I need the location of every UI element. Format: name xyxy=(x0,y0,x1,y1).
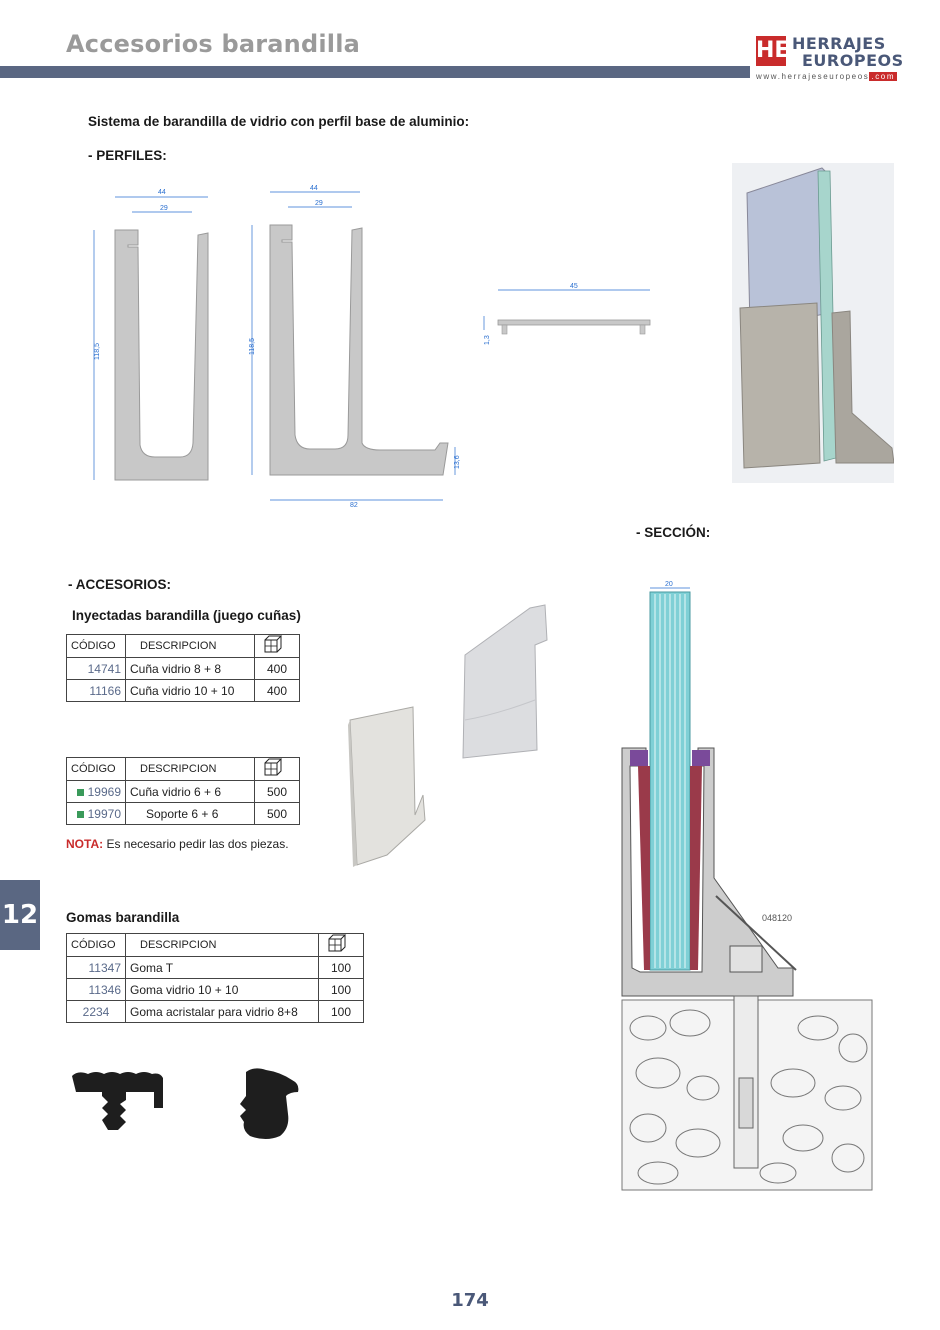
nota-text: Es necesario pedir las dos piezas. xyxy=(103,837,289,851)
product-code xyxy=(67,803,126,825)
product-desc: Goma vidrio 10 + 10 xyxy=(126,979,319,1001)
col-code-header: CÓDIGO xyxy=(67,758,126,781)
table-row xyxy=(67,803,300,825)
profile2-height: 118,5 xyxy=(249,338,256,355)
page-number: 174 xyxy=(451,1290,489,1311)
chapter-tab: 12 xyxy=(0,880,40,950)
profile-drawing-2 xyxy=(240,185,470,510)
seccion-heading: - SECCIÓN: xyxy=(636,525,711,540)
nota xyxy=(66,837,289,851)
package-icon xyxy=(259,758,285,777)
section-ref-code: 048120 xyxy=(762,913,793,923)
product-code-text: 19969 xyxy=(87,784,121,799)
product-qty: 400 xyxy=(255,680,300,702)
table-row xyxy=(67,781,300,803)
product-qty: 500 xyxy=(255,781,300,803)
product-qty: 400 xyxy=(255,658,300,680)
table-row xyxy=(67,680,300,702)
table3-title: Gomas barandilla xyxy=(66,910,180,925)
table-gomas xyxy=(66,933,364,1023)
profile3-width: 45 xyxy=(570,283,578,290)
product-desc: Soporte 6 + 6 xyxy=(126,803,255,825)
section-width: 20 xyxy=(665,581,673,588)
product-qty: 100 xyxy=(319,1001,364,1023)
brand-logo-letters: HE xyxy=(756,38,790,63)
table1-title: Inyectadas barandilla (juego cuñas) xyxy=(72,608,301,623)
profile2-base-height: 13,6 xyxy=(454,455,461,469)
profile2-width-inner: 29 xyxy=(315,200,323,207)
product-code: 11347 xyxy=(67,957,126,979)
profile-drawing-1 xyxy=(80,185,230,490)
table-cunas-8-10 xyxy=(66,634,300,702)
col-desc-header: DESCRIPCION xyxy=(126,635,255,658)
product-desc: Cuña vidrio 6 + 6 xyxy=(126,781,255,803)
profile3-height: 1,3 xyxy=(484,335,491,345)
table-row xyxy=(67,1001,364,1023)
col-qty-header xyxy=(319,934,364,957)
title-bar xyxy=(0,66,750,78)
nota-label: NOTA: xyxy=(66,837,104,851)
package-icon xyxy=(259,635,285,654)
website-text: www.herrajeseuropeos xyxy=(756,72,870,81)
brand-name-line1: HERRAJES xyxy=(792,34,886,53)
product-qty: 500 xyxy=(255,803,300,825)
product-code: 14741 xyxy=(67,658,126,680)
accesorios-heading: - ACCESORIOS: xyxy=(68,577,172,592)
goma-vidrio-photo xyxy=(232,1066,307,1142)
green-square-icon xyxy=(77,811,84,818)
product-code-text: 19970 xyxy=(87,806,121,821)
profile1-width-outer: 44 xyxy=(158,189,166,196)
col-desc-header: DESCRIPCION xyxy=(126,758,255,781)
brand-website xyxy=(756,72,897,81)
perfiles-heading: - PERFILES: xyxy=(88,148,167,163)
website-suffix: .com xyxy=(871,72,896,81)
product-qty: 100 xyxy=(319,979,364,1001)
profile1-width-inner: 29 xyxy=(160,205,168,212)
goma-t-photo xyxy=(68,1068,168,1138)
col-qty-header xyxy=(255,635,300,658)
col-code-header: CÓDIGO xyxy=(67,635,126,658)
product-desc: Goma acristalar para vidrio 8+8 xyxy=(126,1001,319,1023)
product-code xyxy=(67,781,126,803)
green-square-icon xyxy=(77,789,84,796)
col-qty-header xyxy=(255,758,300,781)
section-drawing xyxy=(618,578,878,1193)
product-code: 2234 xyxy=(67,1001,126,1023)
product-qty: 100 xyxy=(319,957,364,979)
profile-drawing-3 xyxy=(470,278,660,358)
product-desc: Cuña vidrio 8 + 8 xyxy=(126,658,255,680)
product-code: 11346 xyxy=(67,979,126,1001)
wedge-photo-2 xyxy=(345,705,430,870)
table-row xyxy=(67,957,364,979)
glass-profile-photo xyxy=(732,163,894,483)
col-desc-header: DESCRIPCION xyxy=(126,934,319,957)
wedge-photo-1 xyxy=(455,600,550,760)
table-row xyxy=(67,979,364,1001)
product-desc: Cuña vidrio 10 + 10 xyxy=(126,680,255,702)
package-icon xyxy=(323,934,349,953)
brand-name-line2: EUROPEOS xyxy=(802,51,904,70)
table-cunas-6 xyxy=(66,757,300,825)
profile1-height: 118,5 xyxy=(94,343,101,360)
profile2-width-outer: 44 xyxy=(310,185,318,192)
page-title: Accesorios barandilla xyxy=(66,30,361,58)
table-row xyxy=(67,658,300,680)
section-title: Sistema de barandilla de vidrio con perfil base de aluminio: xyxy=(88,114,470,129)
product-code: 11166 xyxy=(67,680,126,702)
profile2-base-width: 82 xyxy=(350,502,358,509)
product-desc: Goma T xyxy=(126,957,319,979)
col-code-header: CÓDIGO xyxy=(67,934,126,957)
